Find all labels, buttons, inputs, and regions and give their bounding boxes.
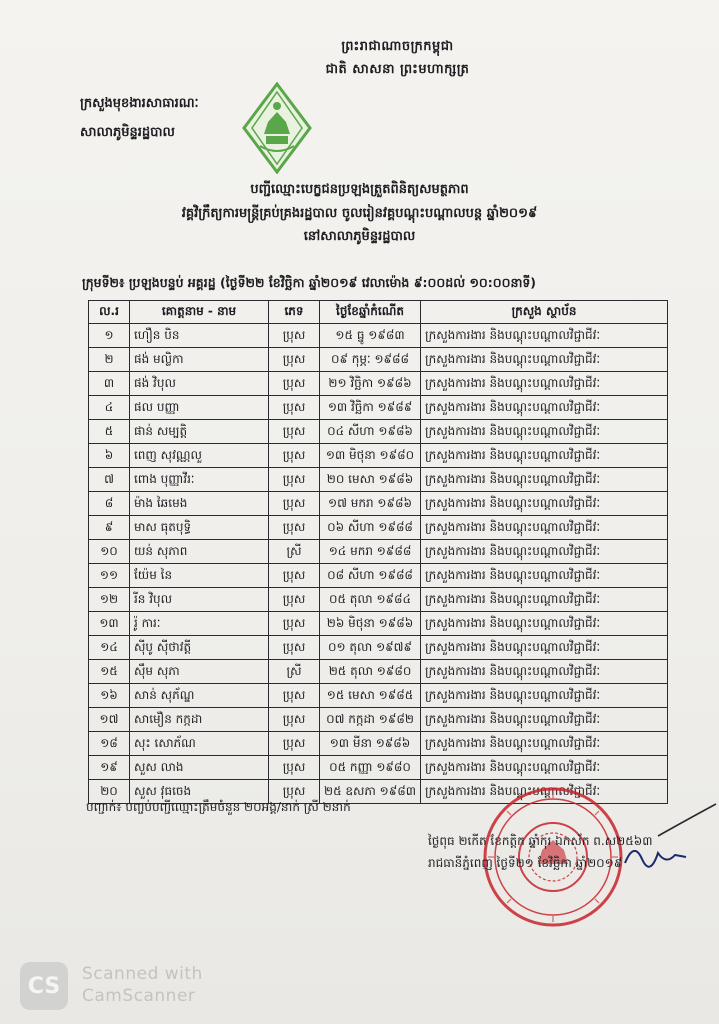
cell-number: ៦	[89, 444, 130, 468]
cell-number: ១	[89, 324, 130, 348]
cell-number: ១៧	[89, 708, 130, 732]
cell-name: ផង់ មល្លិកា	[130, 348, 269, 372]
cell-name: រីន វិបុល	[130, 588, 269, 612]
scanner-watermark	[82, 963, 203, 1007]
cell-number: ១៨	[89, 732, 130, 756]
cell-name: សួស វុធចេង	[130, 780, 269, 804]
cell-name: យ៉ែម នៃ	[130, 564, 269, 588]
cell-number: ៤	[89, 396, 130, 420]
cell-sex: ប្រុស	[269, 516, 320, 540]
cell-dob: ១៥ ធ្នូ ១៩៨៣	[320, 324, 421, 348]
cell-dob: ១៥ មេសា ១៩៨៥	[320, 684, 421, 708]
national-motto: ជាតិ សាសនា ព្រះមហាក្សត្រ	[325, 62, 470, 77]
cell-institution: ក្រសួងការងារ និងបណ្តុះបណ្តាលវិជ្ជាជីវៈ	[421, 420, 668, 444]
table-row	[89, 492, 668, 516]
header-number: ល.រ	[89, 301, 130, 324]
document-title: បញ្ជីឈ្មោះបេក្ខជនប្រឡងត្រួតពិនិត្យសមត្ថភាព	[250, 182, 469, 197]
camscanner-logo-icon: CS	[20, 962, 68, 1010]
cell-name: យន់ សុភាព	[130, 540, 269, 564]
table-row	[89, 420, 668, 444]
cell-institution: ក្រសួងការងារ និងបណ្តុះបណ្តាលវិជ្ជាជីវៈ	[421, 540, 668, 564]
header-institution: ក្រសួង ស្ថាប័ន	[421, 301, 668, 324]
cell-institution: ក្រសួងការងារ និងបណ្តុះបណ្តាលវិជ្ជាជីវៈ	[421, 636, 668, 660]
cell-number: ៧	[89, 468, 130, 492]
cell-number: ៣	[89, 372, 130, 396]
cell-sex: ប្រុស	[269, 732, 320, 756]
cell-sex: ប្រុស	[269, 588, 320, 612]
cell-dob: ២១ វិច្ឆិកា ១៩៨៦	[320, 372, 421, 396]
cell-number: ១៩	[89, 756, 130, 780]
cell-institution: ក្រសួងការងារ និងបណ្តុះបណ្តាលវិជ្ជាជីវៈ	[421, 396, 668, 420]
kingdom-heading: ព្រះរាជាណាចក្រកម្ពុជា	[341, 39, 454, 54]
cell-name: សាមឿន កក្កដា	[130, 708, 269, 732]
cell-dob: ២៦ មិថុនា ១៩៨៦	[320, 612, 421, 636]
school-name: សាលាភូមិន្ទរដ្ឋបាល	[80, 125, 175, 140]
cell-sex: ស្រី	[269, 660, 320, 684]
cell-dob: ០៤ សីហា ១៩៨៦	[320, 420, 421, 444]
cell-dob: ០៧ កក្កដា ១៩៨២	[320, 708, 421, 732]
cell-dob: ១៤ មករា ១៩៨៨	[320, 540, 421, 564]
table-row	[89, 372, 668, 396]
signing-date-line: រាជធានីភ្នំពេញ ថ្ងៃទី២១ ខែវិច្ឆិកា ឆ្នាំ២០១៩	[428, 856, 623, 870]
cell-number: ១០	[89, 540, 130, 564]
table-row	[89, 396, 668, 420]
cell-name: សុះ សោភ័ណ	[130, 732, 269, 756]
cell-name: មាស ធុតបុទ្ធិ	[130, 516, 269, 540]
scanner-line-2: CamScanner	[82, 986, 196, 1006]
table-row	[89, 756, 668, 780]
cell-number: ១៥	[89, 660, 130, 684]
table-row	[89, 684, 668, 708]
table-row	[89, 540, 668, 564]
cell-name: សាន់ សុភ័ណ្ឌ	[130, 684, 269, 708]
cell-name: ម៉ាង ឆៃមេង	[130, 492, 269, 516]
cell-institution: ក្រសួងការងារ និងបណ្តុះបណ្តាលវិជ្ជាជីវៈ	[421, 564, 668, 588]
cell-name: ស៊ឹម សុភា	[130, 660, 269, 684]
cell-sex: ស្រី	[269, 540, 320, 564]
cell-dob: ១៣ វិច្ឆិកា ១៩៨៩	[320, 396, 421, 420]
cell-dob: ២៥ ឧសភា ១៩៨៣	[320, 780, 421, 804]
table-row	[89, 348, 668, 372]
document-subtitle: វគ្គវិក្រឹត្យការមន្ត្រីគ្រប់គ្រងរដ្ឋបាល ចូលរៀនវគ្គបណ្តុះបណ្តាលបន្ត ឆ្នាំ២០១៩	[181, 206, 538, 221]
cell-dob: ១៣ មីនា ១៩៨៦	[320, 732, 421, 756]
cell-sex: ប្រុស	[269, 564, 320, 588]
exam-group-info: ក្រុមទី២៖ ប្រឡងបន្ទប់ អគ្គរដ្ឋ (ថ្ងៃទី២២ ខែវិច្ឆិកា ឆ្នាំ២០១៩ វេលាម៉ោង ៩:០០ដល់ ១០:០០នាទី)	[82, 275, 537, 290]
table-row	[89, 708, 668, 732]
header-dob: ថ្ងៃខែឆ្នាំកំណើត	[320, 301, 421, 324]
cell-dob: ០៩ កុម្ភៈ ១៩៨៨	[320, 348, 421, 372]
cell-sex: ប្រុស	[269, 612, 320, 636]
table-row	[89, 636, 668, 660]
cell-sex: ប្រុស	[269, 636, 320, 660]
cell-sex: ប្រុស	[269, 348, 320, 372]
document-location: នៅសាលាភូមិន្ទរដ្ឋបាល	[303, 229, 416, 244]
table-row	[89, 324, 668, 348]
cell-institution: ក្រសួងការងារ និងបណ្តុះបណ្តាលវិជ្ជាជីវៈ	[421, 732, 668, 756]
signature-icon	[620, 835, 690, 875]
cell-name: ពេញ សុវណ្ណលួ	[130, 444, 269, 468]
cell-number: ១១	[89, 564, 130, 588]
cell-number: ៨	[89, 492, 130, 516]
cell-dob: ១៣ មិថុនា ១៩៨០	[320, 444, 421, 468]
cell-name: ផាន់ សម្បត្តិ	[130, 420, 269, 444]
scanner-line-1: Scanned with	[82, 964, 203, 984]
cell-number: ១៦	[89, 684, 130, 708]
cell-sex: ប្រុស	[269, 684, 320, 708]
table-row	[89, 732, 668, 756]
cell-dob: ០៥ តុលា ១៩៨៤	[320, 588, 421, 612]
cell-name: ស៊ីបូ ស៊ីថាវត្តី	[130, 636, 269, 660]
cell-sex: ប្រុស	[269, 780, 320, 804]
cell-number: ១៣	[89, 612, 130, 636]
cell-sex: ប្រុស	[269, 756, 320, 780]
cell-sex: ប្រុស	[269, 468, 320, 492]
table-row	[89, 588, 668, 612]
cell-name: សួស លាង	[130, 756, 269, 780]
cell-institution: ក្រសួងការងារ និងបណ្តុះបណ្តាលវិជ្ជាជីវៈ	[421, 372, 668, 396]
cell-institution: ក្រសួងការងារ និងបណ្តុះបណ្តាលវិជ្ជាជីវៈ	[421, 588, 668, 612]
table-header-row	[89, 301, 668, 324]
cell-number: ១២	[89, 588, 130, 612]
table-row	[89, 564, 668, 588]
cell-name: ផង់ វិបុល	[130, 372, 269, 396]
cell-institution: ក្រសួងការងារ និងបណ្តុះបណ្តាលវិជ្ជាជីវៈ	[421, 324, 668, 348]
cell-dob: ០១ តុលា ១៩៧៩	[320, 636, 421, 660]
cell-institution: ក្រសួងការងារ និងបណ្តុះបណ្តាលវិជ្ជាជីវៈ	[421, 492, 668, 516]
table-row	[89, 612, 668, 636]
header-name: គោត្តនាម - នាម	[130, 301, 269, 324]
table-row	[89, 660, 668, 684]
cell-dob: ០៥ កញ្ញា ១៩៨០	[320, 756, 421, 780]
cell-sex: ប្រុស	[269, 708, 320, 732]
cell-name: ផល បញ្ញា	[130, 396, 269, 420]
cell-institution: ក្រសួងការងារ និងបណ្តុះបណ្តាលវិជ្ជាជីវៈ	[421, 756, 668, 780]
header-sex: ភេទ	[269, 301, 320, 324]
cell-number: ២០	[89, 780, 130, 804]
cell-dob: ២៥ តុលា ១៩៨០	[320, 660, 421, 684]
cell-name: ហឿន បិន	[130, 324, 269, 348]
school-emblem-icon	[242, 82, 312, 174]
cell-name: រ៉ូ ការៈ	[130, 612, 269, 636]
cell-institution: ក្រសួងការងារ និងបណ្តុះបណ្តាលវិជ្ជាជីវៈ	[421, 348, 668, 372]
cell-institution: ក្រសួងការងារ និងបណ្តុះបណ្តាលវិជ្ជាជីវៈ	[421, 468, 668, 492]
ministry-name: ក្រសួងមុខងារសាធារណៈ	[80, 96, 199, 111]
cell-institution: ក្រសួងការងារ និងបណ្តុះបណ្តាលវិជ្ជាជីវៈ	[421, 708, 668, 732]
pen-mark-icon	[650, 800, 719, 840]
cell-sex: ប្រុស	[269, 492, 320, 516]
cell-sex: ប្រុស	[269, 324, 320, 348]
summary-note: បញ្ជាក់៖ បញ្ចប់បញ្ជីឈ្មោះត្រឹមចំនួន ២០អង្គ/នាក់ ស្រី ២នាក់	[86, 800, 351, 814]
cell-number: ២	[89, 348, 130, 372]
cell-sex: ប្រុស	[269, 444, 320, 468]
cell-number: ៥	[89, 420, 130, 444]
cell-institution: ក្រសួងការងារ និងបណ្តុះបណ្តាលវិជ្ជាជីវៈ	[421, 684, 668, 708]
cell-institution: ក្រសួងការងារ និងបណ្តុះបណ្តាលវិជ្ជាជីវៈ	[421, 444, 668, 468]
cell-sex: ប្រុស	[269, 396, 320, 420]
table-row	[89, 444, 668, 468]
cell-name: ពោង បុញ្ញាវីរៈ	[130, 468, 269, 492]
cell-number: ១៤	[89, 636, 130, 660]
cell-sex: ប្រុស	[269, 420, 320, 444]
cell-institution: ក្រសួងការងារ និងបណ្តុះបណ្តាលវិជ្ជាជីវៈ	[421, 612, 668, 636]
cell-number: ៩	[89, 516, 130, 540]
cell-dob: ២០ មេសា ១៩៨៦	[320, 468, 421, 492]
cell-institution: ក្រសួងការងារ និងបណ្តុះបណ្តាលវិជ្ជាជីវៈ	[421, 660, 668, 684]
cell-institution: ក្រសួងការងារ និងបណ្តុះបណ្តាលវិជ្ជាជីវៈ	[421, 780, 668, 804]
cell-dob: ០៨ សីហា ១៩៨៨	[320, 564, 421, 588]
table-row	[89, 516, 668, 540]
cell-sex: ប្រុស	[269, 372, 320, 396]
cell-dob: ១៧ មករា ១៩៨៦	[320, 492, 421, 516]
lunar-date-line: ថ្ងៃពុធ ២កើត ខែកត្តិក ឆ្នាំកុរ ឯកស័ក ព.ស២៥៦៣	[428, 834, 653, 848]
table-row	[89, 468, 668, 492]
cell-institution: ក្រសួងការងារ និងបណ្តុះបណ្តាលវិជ្ជាជីវៈ	[421, 516, 668, 540]
cell-dob: ០៦ សីហា ១៩៨៨	[320, 516, 421, 540]
candidate-table	[88, 300, 668, 804]
